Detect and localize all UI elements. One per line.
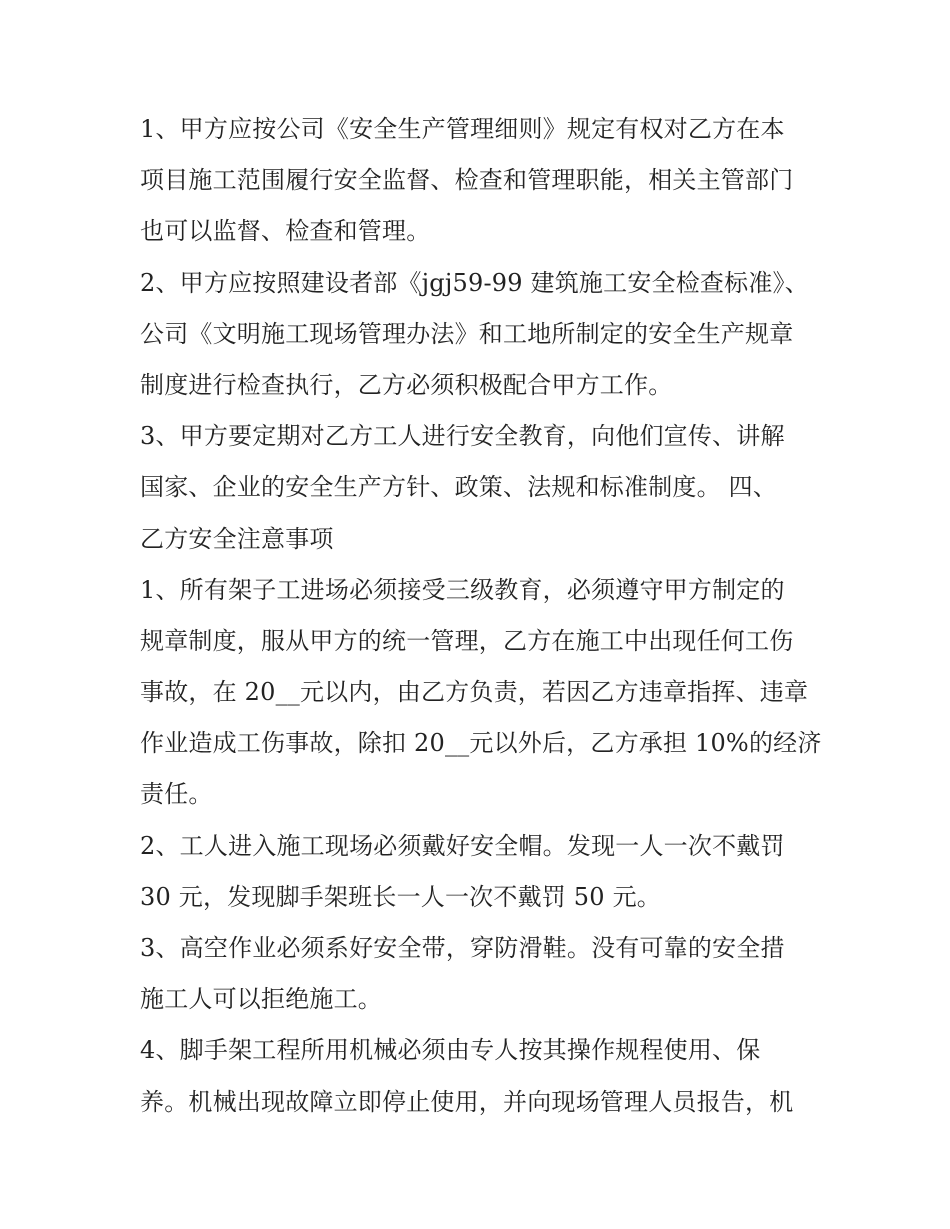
section-heading-line: 乙方安全注意事项 [140, 524, 334, 553]
text-line: 公司《文明施工现场管理办法》和工地所制定的安全生产规章 [140, 319, 794, 348]
text-line: 作业造成工伤事故，除扣 20__元以外后，乙方承担 10%的经济 [140, 729, 822, 758]
text-line: 2、甲方应按照建设者部《jgj59-99 建筑施工安全检查标准》、 [140, 268, 809, 297]
text-line: 责任。 [140, 780, 213, 809]
text-line: 1、甲方应按公司《安全生产管理细则》规定有权对乙方在本 [140, 115, 785, 143]
text-line: 3、高空作业必须系好安全带，穿防滑鞋。没有可靠的安全措 [140, 934, 785, 962]
text-line: 制度进行检查执行，乙方必须积极配合甲方工作。 [140, 370, 673, 399]
text-line: 4、脚手架工程所用机械必须由专人按其操作规程使用、保 [140, 1036, 761, 1065]
text-line: 规章制度，服从甲方的统一管理，乙方在施工中出现任何工伤 [140, 626, 794, 655]
text-line: 国家、企业的安全生产方针、政策、法规和标准制度。 四、 [140, 473, 778, 502]
text-line: 3、甲方要定期对乙方工人进行安全教育，向他们宣传、讲解 [140, 422, 785, 451]
text-line: 项目施工范围履行安全监督、检查和管理职能，相关主管部门 [140, 166, 794, 195]
text-line: 养。机械出现故障立即停止使用，并向现场管理人员报告，机 [140, 1087, 794, 1116]
document-body [140, 104, 830, 1128]
text-line: 事故，在 20__元以内，由乙方负责，若因乙方违章指挥、违章 [140, 678, 809, 707]
text-line: 30 元，发现脚手架班长一人一次不戴罚 50 元。 [140, 882, 661, 911]
text-line: 施工人可以拒绝施工。 [140, 985, 382, 1014]
text-line: 2、工人进入施工现场必须戴好安全帽。发现一人一次不戴罚 [140, 831, 785, 860]
text-line: 1、所有架子工进场必须接受三级教育，必须遵守甲方制定的 [140, 575, 785, 604]
text-line: 也可以监督、检查和管理。 [140, 217, 431, 246]
